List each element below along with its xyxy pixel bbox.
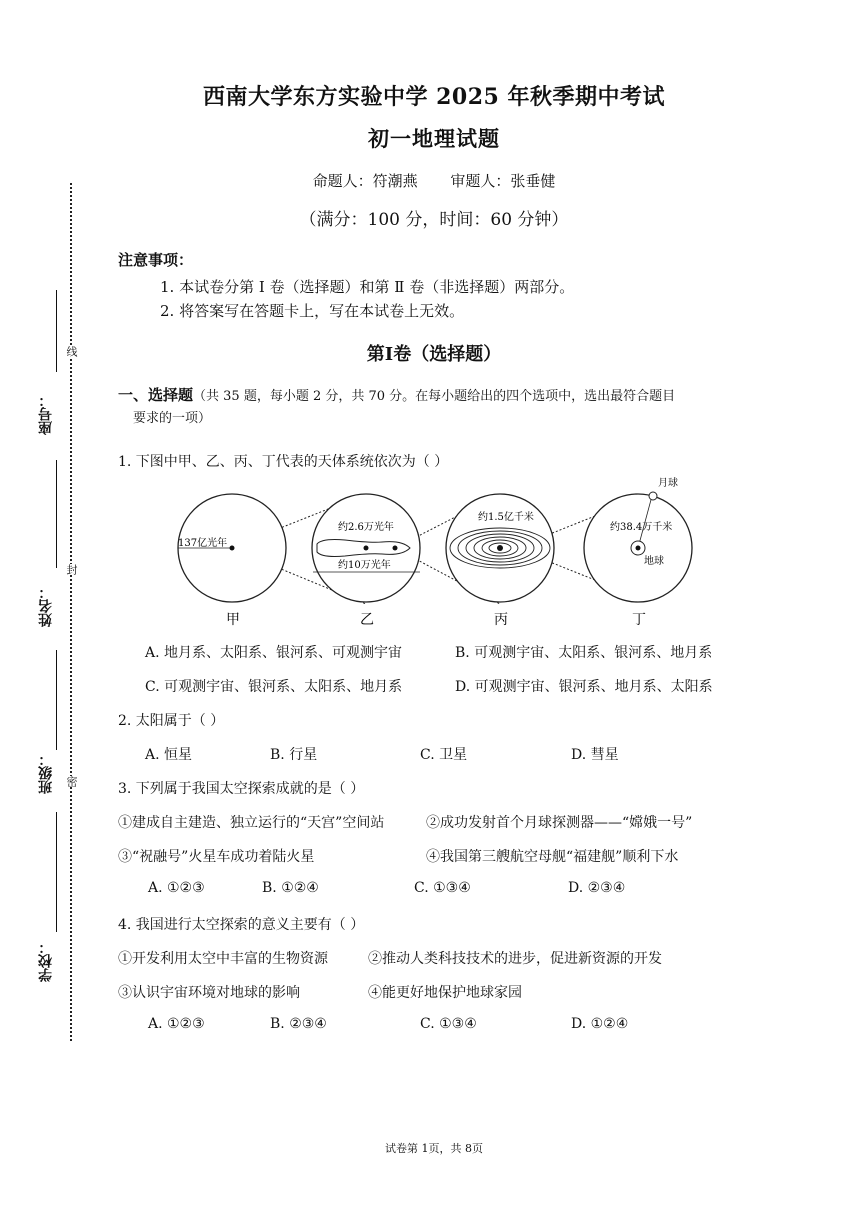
q1-option-a: A. 地月系、太阳系、银河系、可观测宇宙 [145,645,403,661]
caption-yi: 乙 [360,612,374,628]
part-desc-2: 要求的一项） [133,411,212,426]
caption-jia: 甲 [226,612,240,628]
q4-item-2: ②推动人类科技技术的进步，促进新资源的开发 [368,951,662,967]
name-write-line [56,460,57,568]
question-3-stem: 3. 下列属于我国太空探索成就的是（ ） [118,781,365,797]
q1-option-b: B. 可观测宇宙、太阳系、银河系、地月系 [455,645,713,661]
q4-item-1: ①开发利用太空中丰富的生物资源 [118,951,328,967]
q2-option-b: B. 行星 [270,747,318,763]
q4-option-c: C. ①③④ [420,1016,477,1032]
binding-dotted-line [70,183,72,1041]
reviewer: 审题人：张垂健 [450,172,556,190]
seal-mark-seal: 封 [65,564,78,575]
page-footer: 试卷第 1页，共 8页 [385,1142,483,1155]
q1-option-c: C. 可观测宇宙、银河系、太阳系、地月系 [145,679,403,695]
question-2-stem: 2. 太阳属于（ ） [118,713,225,729]
q4-option-d: D. ①②④ [571,1016,629,1032]
yi-label-top: 约2.6万光年 [338,522,394,533]
galaxy-center-dot [364,546,369,551]
q4-option-a: A. ①②③ [148,1016,205,1032]
caption-bing: 丙 [494,612,508,628]
q4-option-b: B. ②③④ [270,1016,327,1032]
earth-label: 地球 [644,556,664,567]
exam-subtitle: 初一地理试题 [368,126,500,151]
notice-item: 1. 本试卷分第 Ⅰ 卷（选择题）和第 Ⅱ 卷（非选择题）两部分。 [160,278,575,296]
author: 命题人：符潮燕 [312,172,418,190]
class-label: 班级： [38,752,54,794]
notice-item: 2. 将答案写在答题卡上，写在本试卷上无效。 [160,302,465,320]
question-1-stem: 1. 下图中甲、乙、丙、丁代表的天体系统依次为（ ） [118,454,449,470]
score-time: （满分：100 分，时间：60 分钟） [299,210,569,230]
seal-mark-line: 线 [65,346,78,357]
q3-item-3: ③“祝融号”火星车成功着陆火星 [118,849,315,865]
q3-option-a: A. ①②③ [148,880,205,896]
q1-option-d: D. 可观测宇宙、银河系、地月系、太阳系 [455,679,713,695]
jia-label: 137亿光年 [178,538,228,549]
q3-option-d: D. ②③④ [568,880,626,896]
seat-label: 座号： [38,393,54,435]
ding-label: 约38.4万千米 [610,522,673,533]
earth-core-dot [636,546,641,551]
q4-item-4: ④能更好地保护地球家园 [368,985,522,1001]
part-desc: （共 35 题，每小题 2 分，共 70 分。在每小题给出的四个选项中，选出最符合题目 [193,389,676,404]
exam-title: 西南大学东方实验中学 2025 年秋季期中考试 [202,84,666,110]
q3-option-b: B. ①②④ [262,880,319,896]
q3-item-1: ①建成自主建造、独立运行的“天宫”空间站 [118,815,385,831]
question-4-stem: 4. 我国进行太空探索的意义主要有（ ） [118,917,365,933]
name-label: 姓名： [38,585,54,627]
part-heading [118,384,758,430]
q2-option-d: D. 彗星 [571,747,619,763]
authors-line [0,170,868,191]
q4-item-3: ③认识宇宙环境对地球的影响 [118,985,300,1001]
class-write-line [56,650,57,750]
q2-option-c: C. 卫星 [420,747,468,763]
center-dot [230,546,235,551]
sun-position-dot [393,546,398,551]
bing-label: 约1.5亿千米 [478,512,534,523]
section-title: 第Ⅰ卷（选择题） [366,344,502,365]
q3-option-c: C. ①③④ [414,880,471,896]
school-label: 学校： [38,940,54,982]
part-label: 一、选择题 [118,386,194,404]
q3-item-4: ④我国第三艘航空母舰“福建舰”顺利下水 [426,849,679,865]
school-write-line [56,812,57,932]
moon-label: 月球 [658,478,678,489]
moon-icon [649,492,657,500]
yi-label-bottom: 约10万光年 [338,560,391,571]
caption-ding: 丁 [632,612,646,628]
q3-item-2: ②成功发射首个月球探测器——“嫦娥一号” [426,815,693,831]
q2-option-a: A. 恒星 [145,747,193,763]
sun-dot [497,545,503,551]
celestial-systems-figure [170,472,710,630]
seal-mark-dense: 密 [65,776,78,787]
notice-heading: 注意事项： [118,251,194,269]
